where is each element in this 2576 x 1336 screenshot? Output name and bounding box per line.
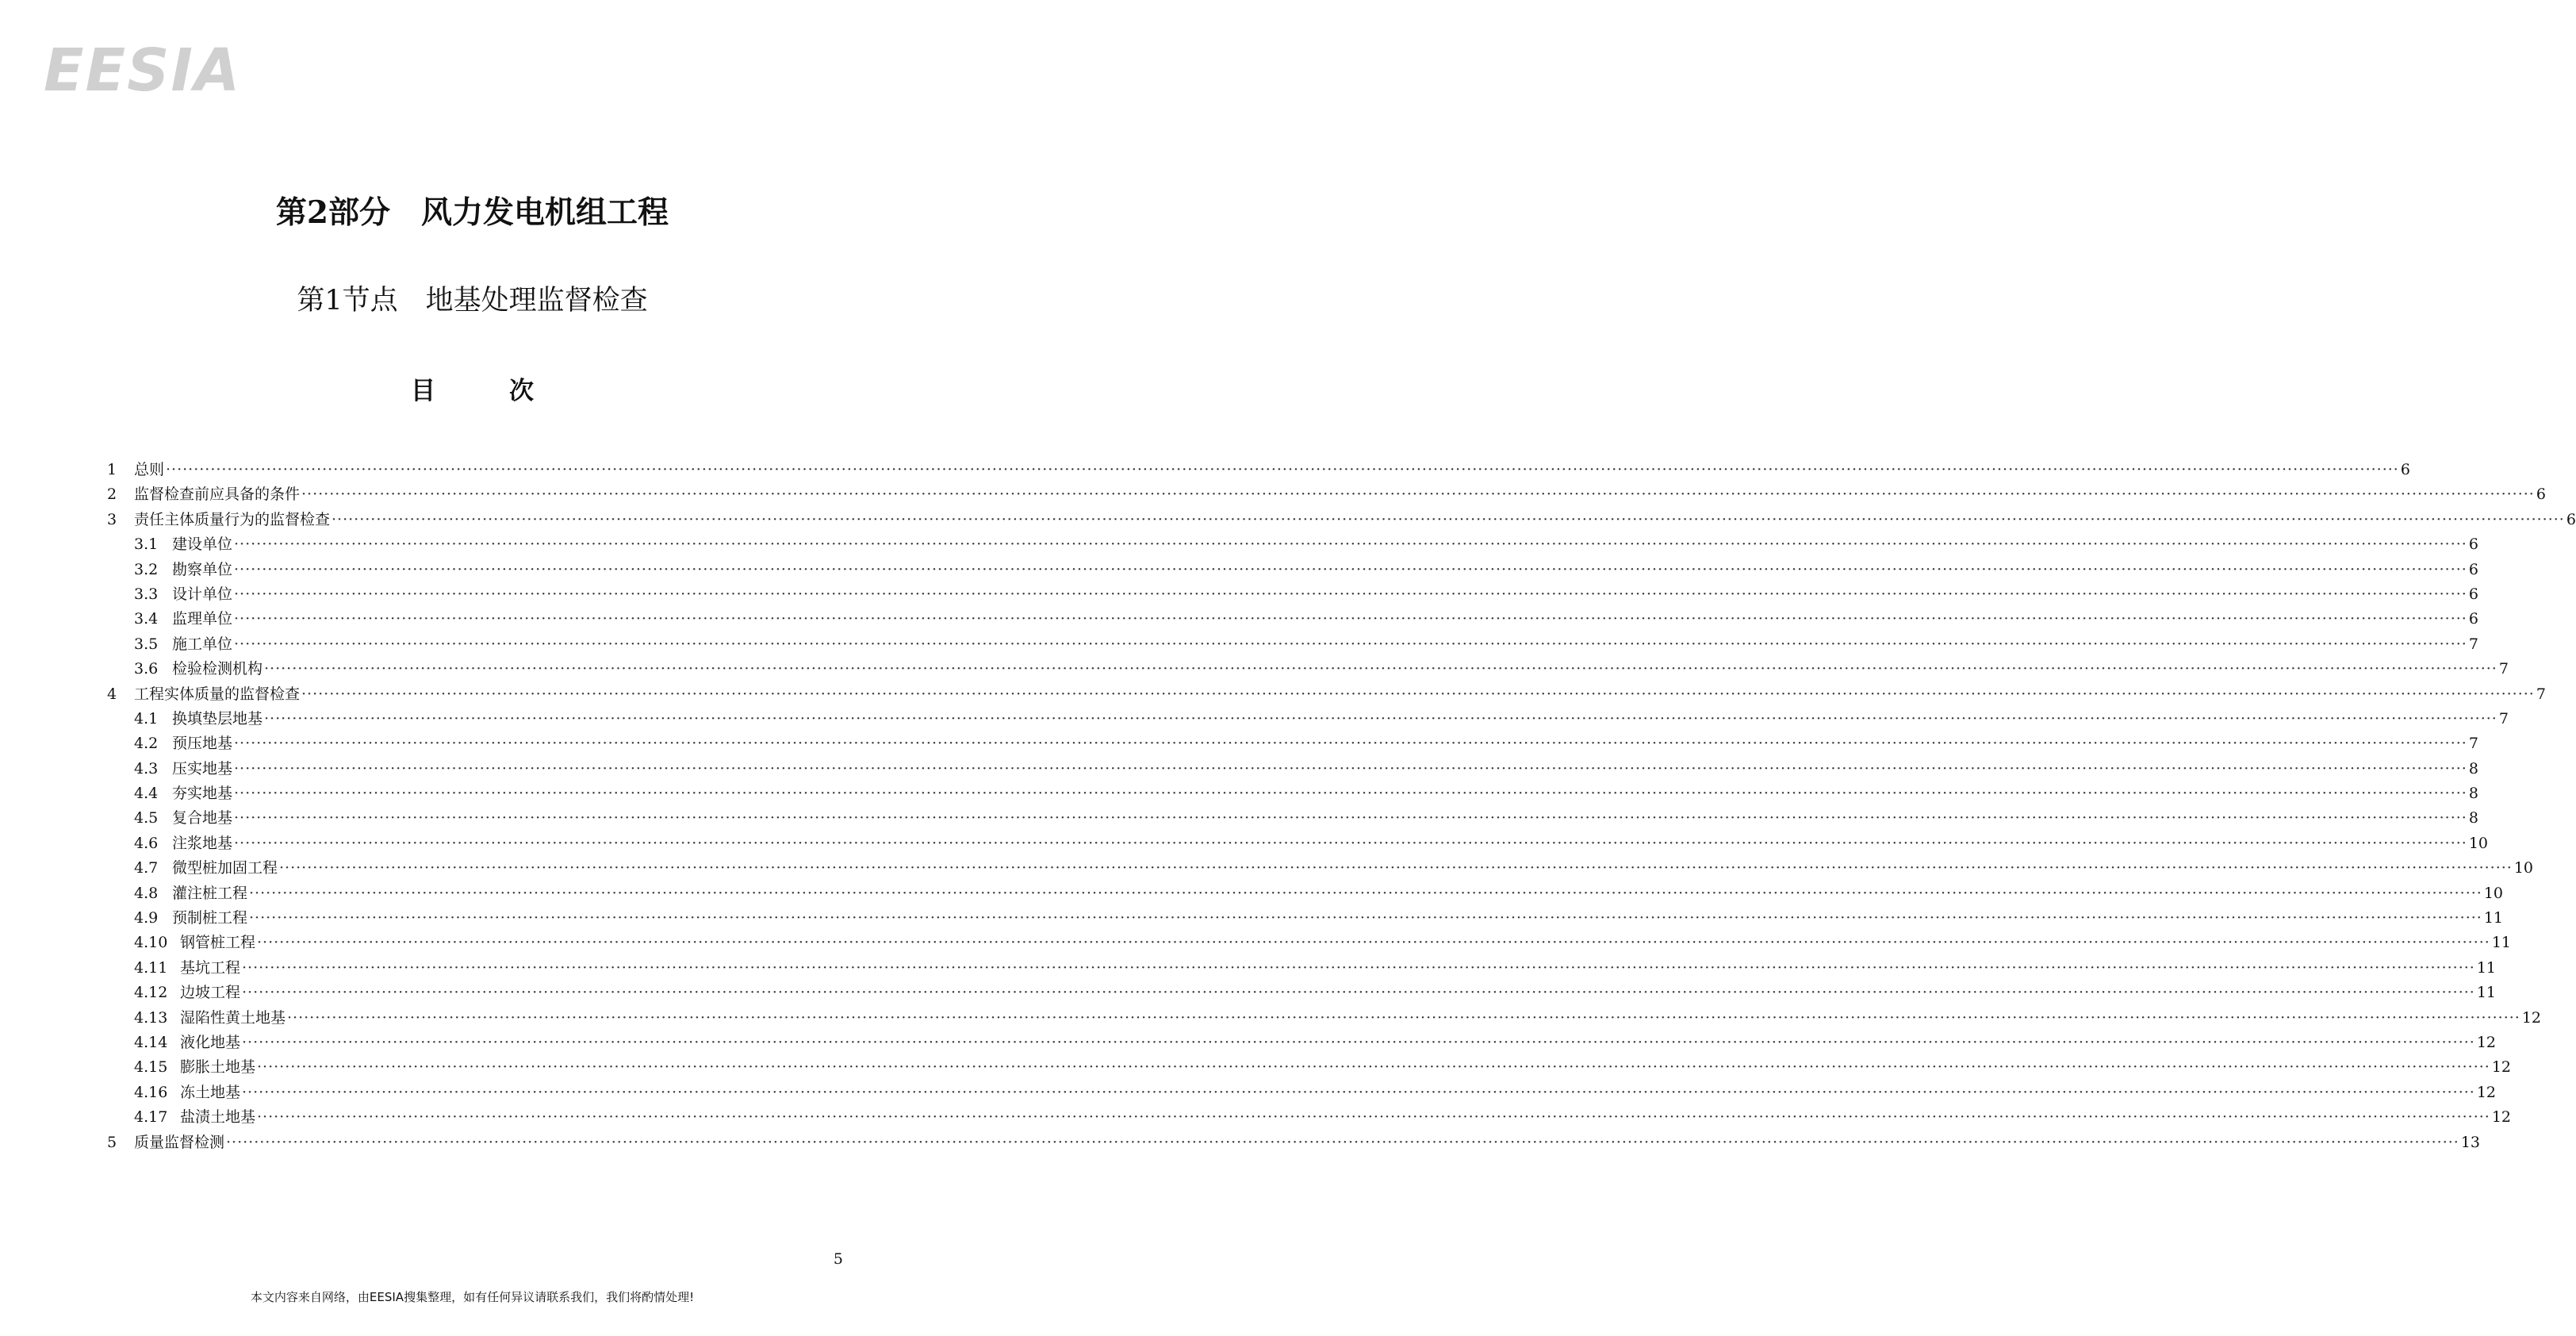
footer-note: 本文内容来自网络，由EESIA搜集整理，如有任何异议请联系我们，我们将酌情处理! bbox=[250, 1290, 695, 1304]
toc-entry-title: 建设单位 bbox=[172, 536, 233, 554]
toc-entry-number: 4.5 bbox=[134, 809, 159, 827]
toc-entry-page: 6 bbox=[2468, 585, 2478, 603]
toc-leader-dots: ················································································································································································································································································································································································································ bbox=[234, 536, 2467, 554]
toc-entry-number: 2 bbox=[107, 486, 117, 504]
toc-leader-dots: ················································································································································································································································································································································································································ bbox=[264, 660, 2497, 678]
toc-entry-page: 6 bbox=[2468, 610, 2478, 628]
toc-entry-title: 液化地基 bbox=[180, 1033, 241, 1051]
toc-entry[interactable] bbox=[134, 607, 2478, 632]
toc-entry-number: 3.2 bbox=[134, 560, 159, 578]
toc-entry[interactable] bbox=[134, 1055, 2512, 1080]
toc-entry[interactable] bbox=[134, 582, 2478, 607]
toc-entry-page: 8 bbox=[2468, 809, 2478, 827]
toc-entry-title: 勘察单位 bbox=[172, 560, 233, 578]
toc-entry-number: 3.5 bbox=[134, 635, 159, 653]
toc-entry-number: 4.12 bbox=[134, 984, 168, 1002]
toc-leader-dots: ················································································································································································································································································································································································································ bbox=[264, 709, 2497, 728]
toc-entry-page: 13 bbox=[2460, 1133, 2481, 1151]
toc-entry[interactable] bbox=[134, 981, 2497, 1005]
toc-entry-page: 11 bbox=[2476, 984, 2497, 1002]
toc-entry[interactable] bbox=[134, 707, 2509, 731]
toc-entry-page: 10 bbox=[2483, 884, 2504, 902]
toc-entry-page: 12 bbox=[2521, 1008, 2542, 1027]
toc-leader-dots: ················································································································································································································································································································································································································ bbox=[301, 685, 2535, 703]
toc-entry-title: 夯实地基 bbox=[172, 785, 233, 803]
toc-entry-title: 注浆地基 bbox=[172, 834, 233, 852]
toc-entry-page: 6 bbox=[2468, 536, 2478, 554]
toc-entry[interactable] bbox=[134, 532, 2478, 557]
toc-entry-page: 8 bbox=[2468, 759, 2478, 777]
toc-entry[interactable] bbox=[134, 558, 2478, 582]
toc-entry-title: 责任主体质量行为的监督检查 bbox=[134, 510, 331, 528]
toc-entry[interactable] bbox=[107, 458, 2410, 482]
toc-entry[interactable] bbox=[134, 632, 2478, 657]
toc-leader-dots: ················································································································································································································································································································································································································ bbox=[242, 984, 2475, 1002]
toc-entry-number: 4.2 bbox=[134, 735, 159, 753]
toc-entry-title: 工程实体质量的监督检查 bbox=[134, 685, 301, 703]
toc-entry-title: 复合地基 bbox=[172, 809, 233, 827]
toc-leader-dots: ················································································································································································································································································································································································································ bbox=[242, 958, 2475, 977]
toc-entry-title: 预压地基 bbox=[172, 735, 233, 753]
toc-entry[interactable] bbox=[107, 508, 2576, 532]
toc-leader-dots: ················································································································································································································································································································································································································ bbox=[234, 610, 2467, 628]
toc-entry-title: 质量监督检测 bbox=[134, 1133, 225, 1151]
toc-entry-title: 膨胀土地基 bbox=[180, 1058, 256, 1077]
toc-entry[interactable] bbox=[134, 731, 2478, 756]
toc-entry-number: 4.9 bbox=[134, 909, 159, 927]
part-title: 第2部分 风力发电机组工程 bbox=[275, 194, 669, 231]
toc-leader-dots: ················································································································································································································································································································································································································ bbox=[249, 884, 2482, 902]
toc-entry-title: 盐渍土地基 bbox=[180, 1108, 256, 1127]
toc-entry-page: 6 bbox=[2400, 461, 2410, 478]
toc-entry-page: 11 bbox=[2476, 958, 2497, 977]
toc-entry-number: 4.6 bbox=[134, 834, 159, 852]
toc-entry-number: 4 bbox=[107, 685, 117, 703]
toc-entry-number: 3.4 bbox=[134, 610, 159, 628]
toc-entry-number: 4.3 bbox=[134, 759, 159, 777]
toc-entry-page: 12 bbox=[2491, 1058, 2512, 1077]
toc-entry-number: 3.1 bbox=[134, 536, 159, 554]
toc-entry[interactable] bbox=[134, 1105, 2512, 1130]
page-number: 5 bbox=[833, 1250, 843, 1268]
toc-entry[interactable] bbox=[134, 1031, 2497, 1055]
toc-leader-dots: ················································································································································································································································································································································································································ bbox=[166, 461, 2399, 478]
toc-entry-page: 7 bbox=[2536, 685, 2546, 703]
toc-entry-number: 4.15 bbox=[134, 1058, 168, 1077]
toc-entry-title: 检验检测机构 bbox=[172, 660, 263, 678]
toc-entry-number: 4.11 bbox=[134, 958, 168, 977]
toc-leader-dots: ················································································································································································································································································································································································································ bbox=[234, 735, 2467, 753]
toc-entry-page: 7 bbox=[2468, 735, 2478, 753]
table-of-contents bbox=[107, 458, 2576, 1155]
eesia-logo: EESIA bbox=[44, 36, 242, 105]
toc-entry[interactable] bbox=[134, 881, 2504, 906]
toc-heading: 目 次 bbox=[411, 377, 534, 405]
toc-entry[interactable] bbox=[134, 1081, 2497, 1105]
toc-entry[interactable] bbox=[134, 657, 2509, 681]
toc-entry-title: 设计单位 bbox=[172, 585, 233, 603]
toc-leader-dots: ················································································································································································································································································································································································································ bbox=[234, 759, 2467, 777]
toc-entry-page: 8 bbox=[2468, 785, 2478, 803]
toc-entry-page: 7 bbox=[2468, 635, 2478, 653]
toc-entry-page: 10 bbox=[2468, 834, 2489, 852]
toc-entry-title: 灌注桩工程 bbox=[172, 884, 248, 902]
toc-entry-number: 5 bbox=[107, 1133, 117, 1151]
toc-entry-number: 3.3 bbox=[134, 585, 159, 603]
toc-leader-dots: ················································································································································································································································································································································································································ bbox=[287, 1008, 2520, 1027]
toc-entry[interactable] bbox=[134, 1006, 2542, 1031]
toc-entry-number: 4.14 bbox=[134, 1033, 168, 1051]
toc-entry-title: 预制桩工程 bbox=[172, 909, 248, 927]
toc-entry[interactable] bbox=[134, 906, 2504, 931]
toc-entry-title: 监理单位 bbox=[172, 610, 233, 628]
toc-entry-title: 边坡工程 bbox=[180, 984, 241, 1002]
toc-entry[interactable] bbox=[134, 781, 2478, 806]
toc-leader-dots: ················································································································································································································································································································································································································ bbox=[234, 834, 2467, 852]
toc-entry-number: 1 bbox=[107, 461, 117, 478]
toc-entry[interactable] bbox=[134, 831, 2489, 856]
toc-entry-title: 压实地基 bbox=[172, 759, 233, 777]
toc-leader-dots: ················································································································································································································································································································································································································ bbox=[301, 486, 2535, 504]
toc-entry-title: 湿陷性黄土地基 bbox=[180, 1008, 286, 1027]
toc-entry[interactable] bbox=[107, 682, 2546, 707]
toc-entry-page: 11 bbox=[2483, 909, 2504, 927]
toc-leader-dots: ················································································································································································································································································································································································································ bbox=[234, 785, 2467, 803]
toc-leader-dots: ················································································································································································································································································································································································································ bbox=[234, 560, 2467, 578]
toc-entry-title: 微型桩加固工程 bbox=[172, 859, 278, 877]
toc-entry-number: 4.8 bbox=[134, 884, 159, 902]
toc-leader-dots: ················································································································································································································································································································································································································ bbox=[234, 585, 2467, 603]
toc-entry-number: 4.10 bbox=[134, 934, 168, 952]
toc-entry-number: 4.13 bbox=[134, 1008, 168, 1027]
toc-leader-dots: ················································································································································································································································································································································································································ bbox=[257, 1058, 2490, 1077]
toc-entry[interactable] bbox=[134, 806, 2478, 831]
toc-entry[interactable] bbox=[107, 482, 2546, 507]
toc-entry-title: 施工单位 bbox=[172, 635, 233, 653]
toc-entry-number: 4.4 bbox=[134, 785, 159, 803]
toc-entry[interactable] bbox=[134, 956, 2497, 981]
toc-entry-title: 钢管桩工程 bbox=[180, 934, 256, 952]
toc-entry-page: 12 bbox=[2491, 1108, 2512, 1127]
toc-entry-title: 基坑工程 bbox=[180, 958, 241, 977]
toc-entry-page: 6 bbox=[2536, 486, 2546, 504]
toc-entry-page: 12 bbox=[2476, 1083, 2497, 1101]
toc-entry-number: 4.17 bbox=[134, 1108, 168, 1127]
section-title: 第1节点 地基处理监督检查 bbox=[297, 285, 648, 317]
toc-entry-page: 6 bbox=[2468, 560, 2478, 578]
toc-entry[interactable] bbox=[134, 757, 2478, 781]
toc-entry-number: 3.6 bbox=[134, 660, 159, 678]
toc-leader-dots: ················································································································································································································································································································································································································ bbox=[234, 635, 2467, 653]
toc-entry[interactable] bbox=[134, 931, 2512, 955]
toc-leader-dots: ················································································································································································································································································································································································································ bbox=[257, 1108, 2490, 1127]
toc-entry-title: 总则 bbox=[134, 461, 165, 478]
toc-entry-number: 4.16 bbox=[134, 1083, 168, 1101]
toc-entry-title: 换填垫层地基 bbox=[172, 709, 263, 728]
toc-entry-page: 10 bbox=[2513, 859, 2534, 877]
toc-leader-dots: ················································································································································································································································································································································································································ bbox=[242, 1033, 2475, 1051]
toc-entry-number: 4.1 bbox=[134, 709, 159, 728]
toc-leader-dots: ················································································································································································································································································································································································································ bbox=[257, 934, 2490, 952]
toc-entry[interactable] bbox=[134, 856, 2534, 881]
toc-entry-page: 12 bbox=[2476, 1033, 2497, 1051]
toc-entry[interactable] bbox=[107, 1131, 2481, 1155]
toc-entry-number: 4.7 bbox=[134, 859, 159, 877]
toc-entry-title: 冻土地基 bbox=[180, 1083, 241, 1101]
toc-leader-dots: ················································································································································································································································································································································································································ bbox=[332, 510, 2565, 528]
toc-entry-title: 监督检查前应具备的条件 bbox=[134, 486, 301, 504]
toc-leader-dots: ················································································································································································································································································································································································································ bbox=[242, 1083, 2475, 1101]
toc-entry-page: 7 bbox=[2498, 660, 2509, 678]
toc-entry-page: 6 bbox=[2566, 510, 2576, 528]
toc-entry-number: 3 bbox=[107, 510, 117, 528]
toc-leader-dots: ················································································································································································································································································································································································································ bbox=[234, 809, 2467, 827]
toc-leader-dots: ················································································································································································································································································································································································································ bbox=[279, 859, 2513, 877]
toc-entry-page: 11 bbox=[2491, 934, 2512, 952]
toc-entry-page: 7 bbox=[2498, 709, 2509, 728]
toc-leader-dots: ················································································································································································································································································································································································································ bbox=[226, 1133, 2459, 1151]
toc-leader-dots: ················································································································································································································································································································································································································ bbox=[249, 909, 2482, 927]
